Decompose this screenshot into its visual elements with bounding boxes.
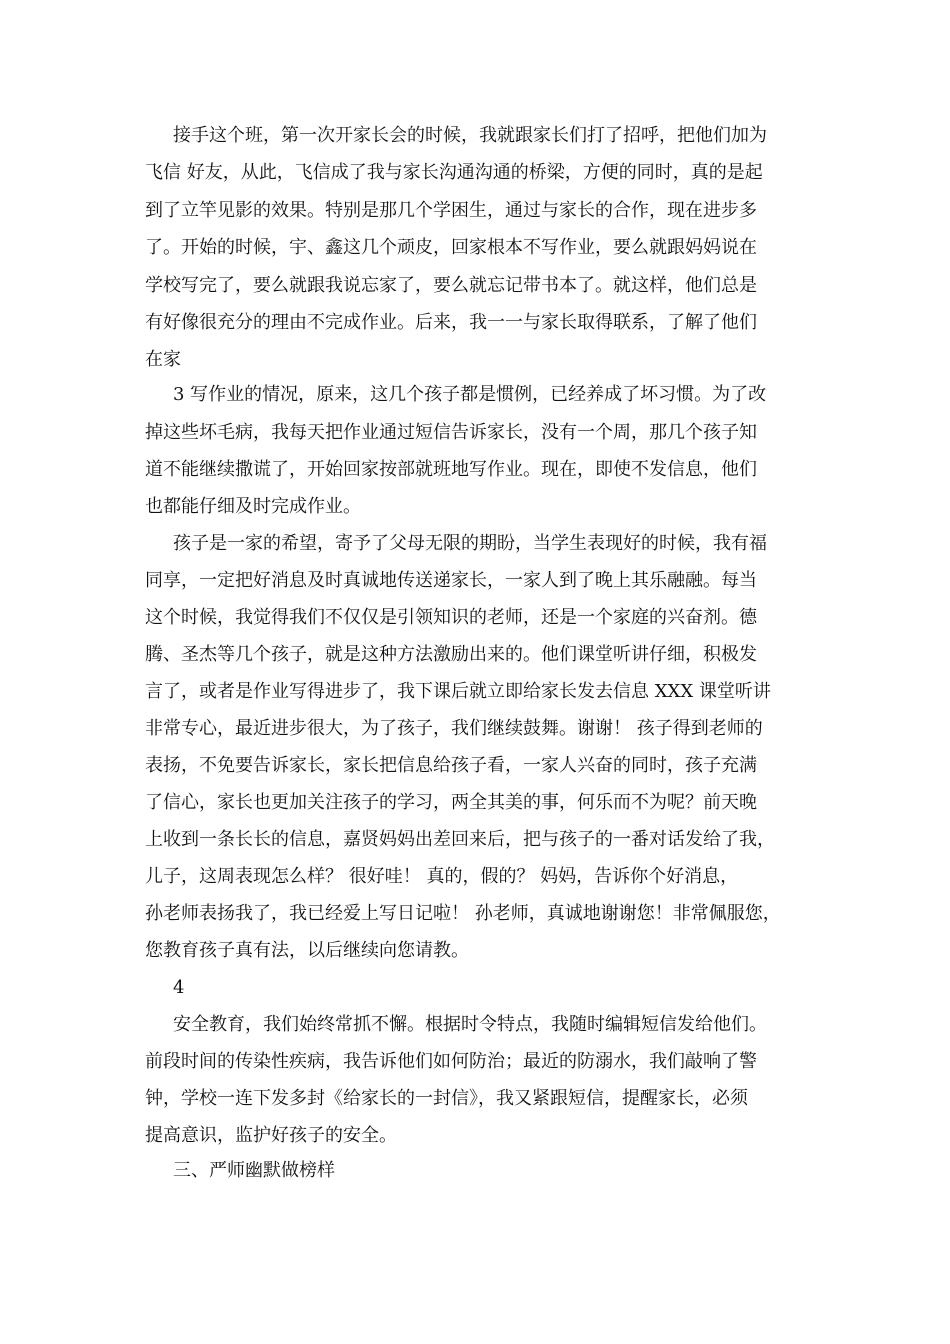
section-heading: 三、严师幽默做榜样 [173, 1160, 335, 1181]
text-line: 飞信 好友，从此，飞信成了我与家长沟通沟通的桥梁，方便的同时，真的是起 [145, 162, 763, 183]
text-line: 上收到一条长长的信息，嘉贤妈妈出差回来后，把与孩子的一番对话发给了我， [145, 829, 775, 850]
text-line: 孩子是一家的希望，寄予了父母无限的期盼，当学生表现好的时候，我有福 [173, 533, 767, 554]
text-line: 了信心，家长也更加关注孩子的学习，两全其美的事，何乐而不为呢？前天晚 [145, 792, 757, 813]
text-line: 非常专心，最近进步很大，为了孩子，我们继续鼓舞。谢谢！ 孩子得到老师的 [145, 718, 763, 739]
text-line: 安全教育，我们始终常抓不懈。根据时令特点，我随时编辑短信发给他们。 [173, 1014, 767, 1035]
text-line: 腾、圣杰等几个孩子，就是这种方法激励出来的。他们课堂听讲仔细，积极发 [145, 644, 757, 665]
text-line: 接手这个班，第一次开家长会的时候，我就跟家长们打了招呼，把他们加为 [173, 125, 767, 146]
section-number: 4 [173, 977, 185, 998]
text-line: 掉这些坏毛病，我每天把作业通过短信告诉家长，没有一个周，那几个孩子知 [145, 422, 757, 443]
text-line: 这个时候，我觉得我们不仅仅是引领知识的老师，还是一个家庭的兴奋剂。德 [145, 607, 757, 628]
text-line: 学校写完了，要么就跟我说忘家了，要么就忘记带书本了。就这样，他们总是 [145, 275, 757, 296]
text-line: 在家 [145, 349, 181, 370]
text-line: 言了，或者是作业写得进步了，我下课后就立即给家长发去信息 XXX 课堂听讲 [145, 681, 771, 702]
text-line: 到了立竿见影的效果。特别是那几个学困生，通过与家长的合作，现在进步多 [145, 200, 757, 221]
text-line: 提高意识，监护好孩子的安全。 [145, 1125, 397, 1146]
text-line: 您教育孩子真有法，以后继续向您请教。 [145, 940, 469, 961]
text-line: 钟，学校一连下发多封《给家长的一封信》，我又紧跟短信，提醒家长，必须 [145, 1088, 748, 1109]
text-line: 道不能继续撒谎了，开始回家按部就班地写作业。现在，即使不发信息，他们 [145, 459, 757, 480]
text-line: 孙老师表扬我了，我已经爱上写日记啦！ 孙老师，真诚地谢谢您！非常佩服您， [145, 903, 781, 924]
text-line: 前段时间的传染性疾病，我告诉他们如何防治；最近的防溺水，我们敲响了警 [145, 1051, 757, 1072]
text-line: 同享，一定把好消息及时真诚地传送递家长，一家人到了晚上其乐融融。每当 [145, 570, 757, 591]
text-line: 表扬，不免要告诉家长，家长把信息给孩子看，一家人兴奋的同时，孩子充满 [145, 755, 757, 776]
text-line: 儿子，这周表现怎么样？ 很好哇！ 真的，假的？ 妈妈，告诉你个好消息， [145, 866, 739, 887]
text-line: 有好像很充分的理由不完成作业。后来，我一一与家长取得联系，了解了他们 [145, 312, 757, 333]
text-line: 了。开始的时候，宇、鑫这几个顽皮，回家根本不写作业，要么就跟妈妈说在 [145, 237, 757, 258]
text-line: 3 写作业的情况，原来，这几个孩子都是惯例，已经养成了坏习惯。为了改 [173, 384, 767, 405]
text-line: 也都能仔细及时完成作业。 [145, 496, 361, 517]
